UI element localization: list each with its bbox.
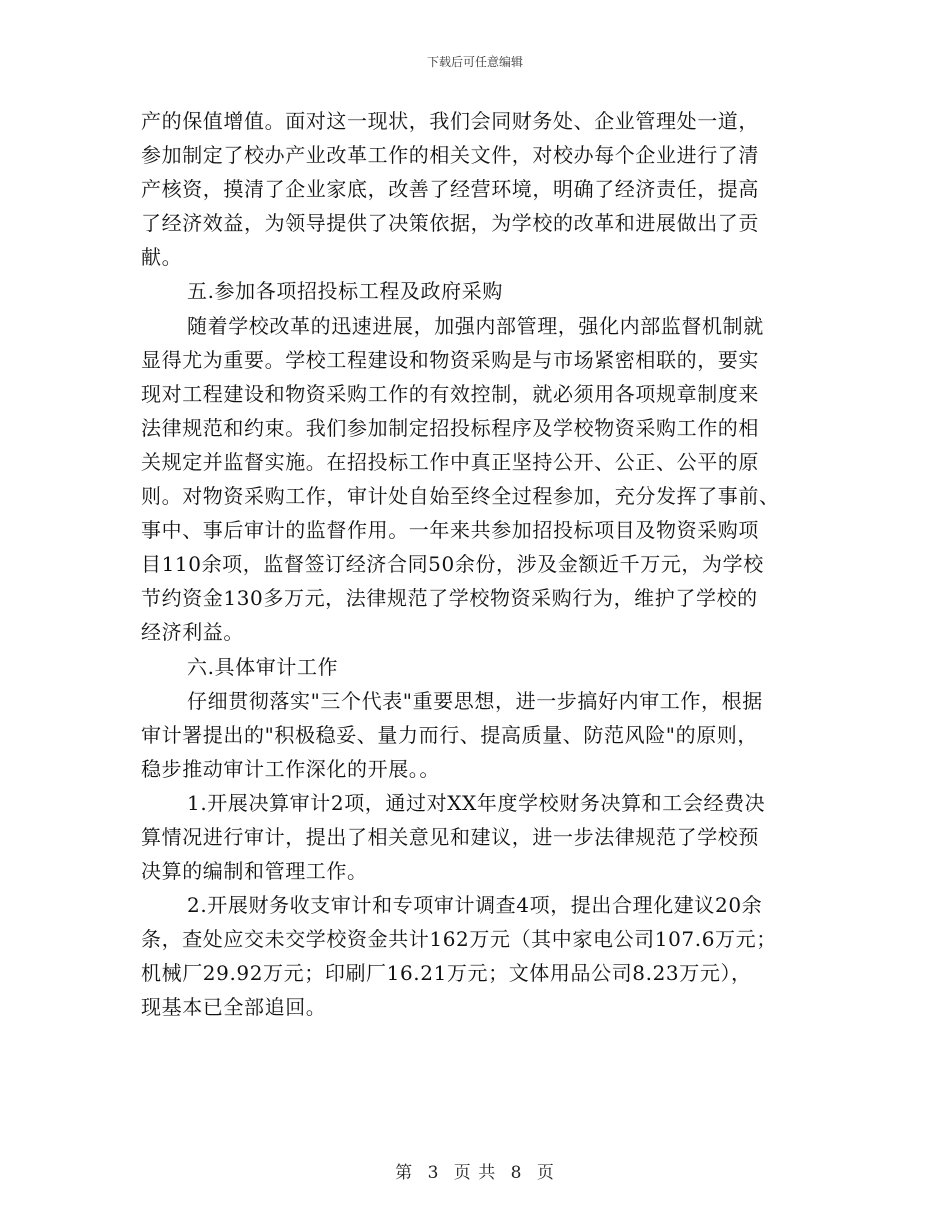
footer-suffix: 页 (536, 1163, 555, 1183)
header-text: 下载后可任意编辑 (426, 55, 523, 69)
body-line: 现基本已全部追回。 (141, 995, 327, 1020)
footer-prefix: 第 (395, 1163, 414, 1183)
body-line: 产的保值增值。面对这一现状，我们会同财务处、企业管理处一道， (141, 109, 759, 133)
footer-middle: 页 共 (453, 1163, 497, 1183)
section-heading-six: 六.具体审计工作 (187, 654, 339, 679)
body-line: 显得尤为重要。学校工程建设和物资采购是与市场紧密相联的，要实 (141, 347, 759, 372)
page-header (0, 53, 950, 70)
section-heading-five: 五.参加各项招投标工程及政府采购 (187, 279, 503, 304)
body-line: 法律规范和约束。我们参加制定招投标程序及学校物资采购工作的相 (141, 415, 759, 440)
body-line: 决算的编制和管理工作。 (141, 859, 368, 884)
footer-total-pages: 8 (510, 1163, 523, 1183)
body-line: 事中、事后审计的监督作用。一年来共参加招投标项目及物资采购项 (141, 518, 759, 543)
body-line: 了经济效益，为领导提供了决策依据，为学校的改革和进展做出了贡 (141, 211, 759, 236)
body-line: 算情况进行审计，提出了相关意见和建议，进一步法律规范了学校预 (141, 824, 759, 849)
body-line: 仔细贯彻落实"三个代表"重要思想，进一步搞好内审工作，根据 (187, 688, 763, 713)
body-line: 现对工程建设和物资采购工作的有效控制，就必须用各项规章制度来 (141, 381, 759, 406)
document-body (141, 104, 821, 1025)
body-line: 稳步推动审计工作深化的开展。。 (141, 756, 440, 781)
body-line: 产核资，摸清了企业家底，改善了经营环境，明确了经济责任，提高 (141, 177, 759, 202)
body-line: 则。对物资采购工作，审计处自始至终全过程参加，充分发挥了事前、 (141, 484, 780, 509)
body-line: 条，查处应交未交学校资金共计162万元（其中家电公司107.6万元； (141, 927, 777, 952)
list-item-one: 1.开展决算审计2项，通过对XX年度学校财务决算和工会经费决 (187, 790, 766, 815)
body-line: 参加制定了校办产业改革工作的相关文件，对校办每个企业进行了清 (141, 143, 759, 168)
body-line: 目110余项，监督签订经济合同50余份，涉及金额近千万元，为学校 (141, 552, 764, 577)
body-line: 关规定并监督实施。在招投标工作中真正坚持公开、公正、公平的原 (141, 449, 759, 474)
body-line: 审计署提出的"积极稳妥、量力而行、提高质量、防范风险"的原则， (141, 722, 758, 747)
list-item-two: 2.开展财务收支审计和专项审计调查4项，提出合理化建议20余 (187, 893, 763, 918)
body-line: 随着学校改革的迅速进展，加强内部管理，强化内部监督机制就 (187, 313, 764, 338)
body-line: 节约资金130多万元，法律规范了学校物资采购行为，维护了学校的 (141, 586, 758, 611)
body-line: 机械厂29.92万元；印刷厂16.21万元；文体用品公司8.23万元）， (141, 961, 752, 986)
body-line: 经济利益。 (141, 620, 244, 645)
footer-page-number: 3 (427, 1163, 440, 1183)
body-line: 献。 (141, 245, 183, 270)
page-footer (0, 1158, 950, 1183)
